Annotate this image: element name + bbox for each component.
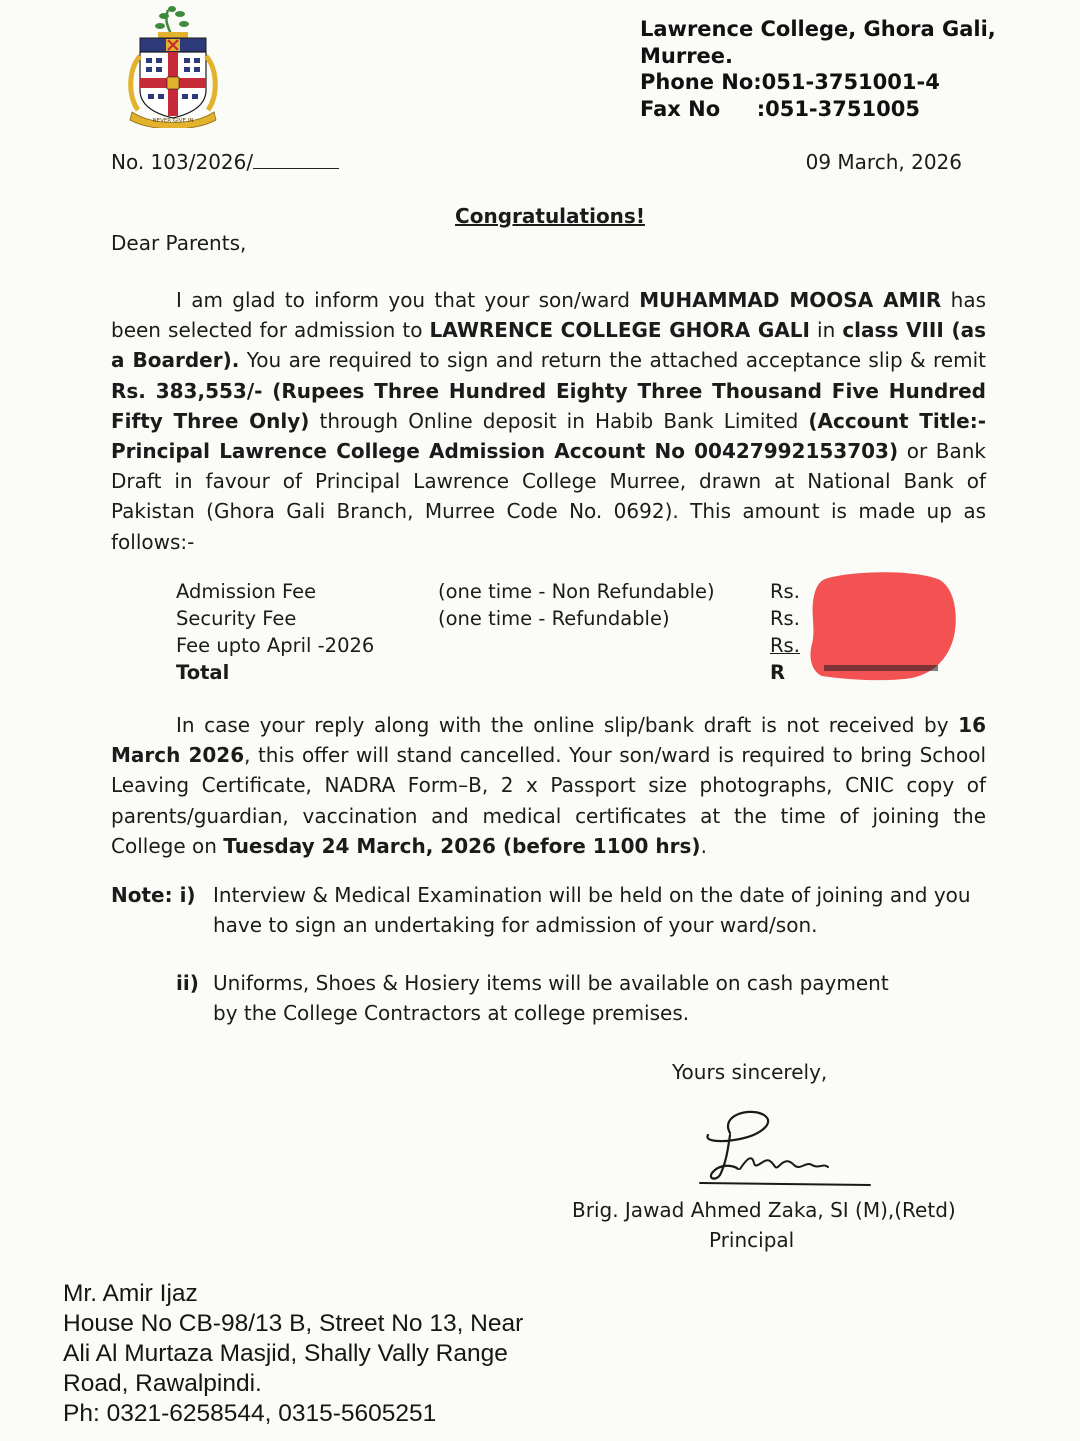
college-crest-logo	[124, 4, 222, 128]
fee-note: (one time - Refundable)	[438, 607, 670, 630]
reply-deadline: 16 March 2026	[111, 713, 986, 768]
principal-signature	[690, 1105, 876, 1191]
note-2-prefix: ii)	[176, 971, 199, 995]
salutation: Dear Parents,	[111, 231, 247, 255]
letterhead	[640, 16, 996, 122]
reference-blank-line	[253, 150, 339, 169]
fee-currency: Rs.	[770, 580, 800, 603]
p2-text: In case your reply along with the online slip/bank draft is not received by	[176, 713, 959, 737]
p1-text: has been selected for admission to	[111, 288, 986, 343]
fee-currency: Rs.	[770, 634, 800, 657]
student-name: MUHAMMAD MOOSA AMIR	[639, 288, 942, 312]
p1-text: I am glad to inform you that your son/ward	[176, 288, 640, 312]
fee-currency: R	[770, 661, 786, 684]
letter-date: 09 March, 2026	[805, 150, 962, 174]
note-1-prefix: Note: i)	[111, 883, 196, 907]
college-name: LAWRENCE COLLEGE GHORA GALI	[429, 318, 810, 343]
admission-paragraph	[111, 285, 986, 557]
fee-amount: Rs. 383,553/- (Rupees Three Hundred Eighty Three Thousand Five Hundred Fifty Three Only)	[111, 378, 986, 433]
recipient-address	[63, 1279, 523, 1429]
reference-number	[111, 150, 339, 174]
note-1-text: Interview & Medical Examination will be held on the date of joining and you have to sign an undertaking for admission of your ward/son.	[213, 883, 971, 937]
closing-sincerely: Yours sincerely,	[672, 1060, 828, 1084]
crest-plant-icon	[155, 6, 189, 38]
redaction-mark	[808, 572, 956, 682]
p2-text: .	[700, 833, 707, 858]
reference-number-text: No. 103/2026/	[111, 150, 254, 174]
letterhead-line: Lawrence College, Ghora Gali,	[640, 17, 996, 41]
letterhead-fax: Fax No :051-3751005	[640, 96, 920, 121]
signer-title: Principal	[709, 1228, 795, 1252]
recipient-phone: Ph: 0321-6258544, 0315-5605251	[63, 1400, 437, 1427]
fee-note: (one time - Non Refundable)	[438, 580, 715, 603]
fee-label: Total	[176, 661, 230, 684]
letterhead-line: Murree.	[640, 43, 734, 68]
fee-currency: Rs.	[770, 607, 800, 630]
p1-text: in	[810, 318, 843, 343]
address-line: Road, Rawalpindi.	[63, 1370, 262, 1397]
admission-class: class VIII (as a Boarder).	[111, 318, 986, 373]
joining-paragraph	[111, 710, 986, 861]
p1-text: You are required to sign and return the attached acceptance slip & remit	[239, 348, 986, 373]
fee-label: Admission Fee	[176, 580, 317, 603]
p1-text: or Bank Draft in favour of Principal Lawrence College Murree, drawn at National Bank of Pakistan (Ghora Gali Branch, Murree Code No. 0692). This amount is made up as follows:-	[111, 439, 986, 554]
joining-date: Tuesday 24 March, 2026 (before 1100 hrs)	[223, 833, 701, 858]
p2-text: , this offer will stand cancelled. Your son/ward is required to bring School Leaving Certificate, NADRA Form–B, 2 x Passport size photographs, CNIC copy of parents/guardian, vaccination and medical certificates at the time of joining the College on	[111, 743, 987, 858]
address-line: Ali Al Murtaza Masjid, Shally Vally Range	[63, 1340, 508, 1367]
note-2-text: Uniforms, Shoes & Hosiery items will be available on cash payment by the College Contractors at college premises.	[213, 971, 889, 1025]
bank-account: (Account Title:- Principal Lawrence College Admission Account No 00427992153703)	[111, 408, 986, 464]
letterhead-phone: Phone No:051-3751001-4	[640, 70, 940, 94]
fee-label: Fee upto April -2026	[176, 634, 375, 657]
fee-label: Security Fee	[176, 607, 297, 630]
signer-name: Brig. Jawad Ahmed Zaka, SI (M),(Retd)	[572, 1198, 956, 1222]
address-line: House No CB-98/13 B, Street No 13, Near	[63, 1310, 524, 1337]
crest-motto: NEVER GIVE IN	[152, 118, 194, 124]
p1-text: through Online deposit in Habib Bank Limited	[309, 408, 809, 433]
recipient-name: Mr. Amir Ijaz	[63, 1280, 198, 1307]
letter-heading: Congratulations!	[455, 204, 645, 228]
